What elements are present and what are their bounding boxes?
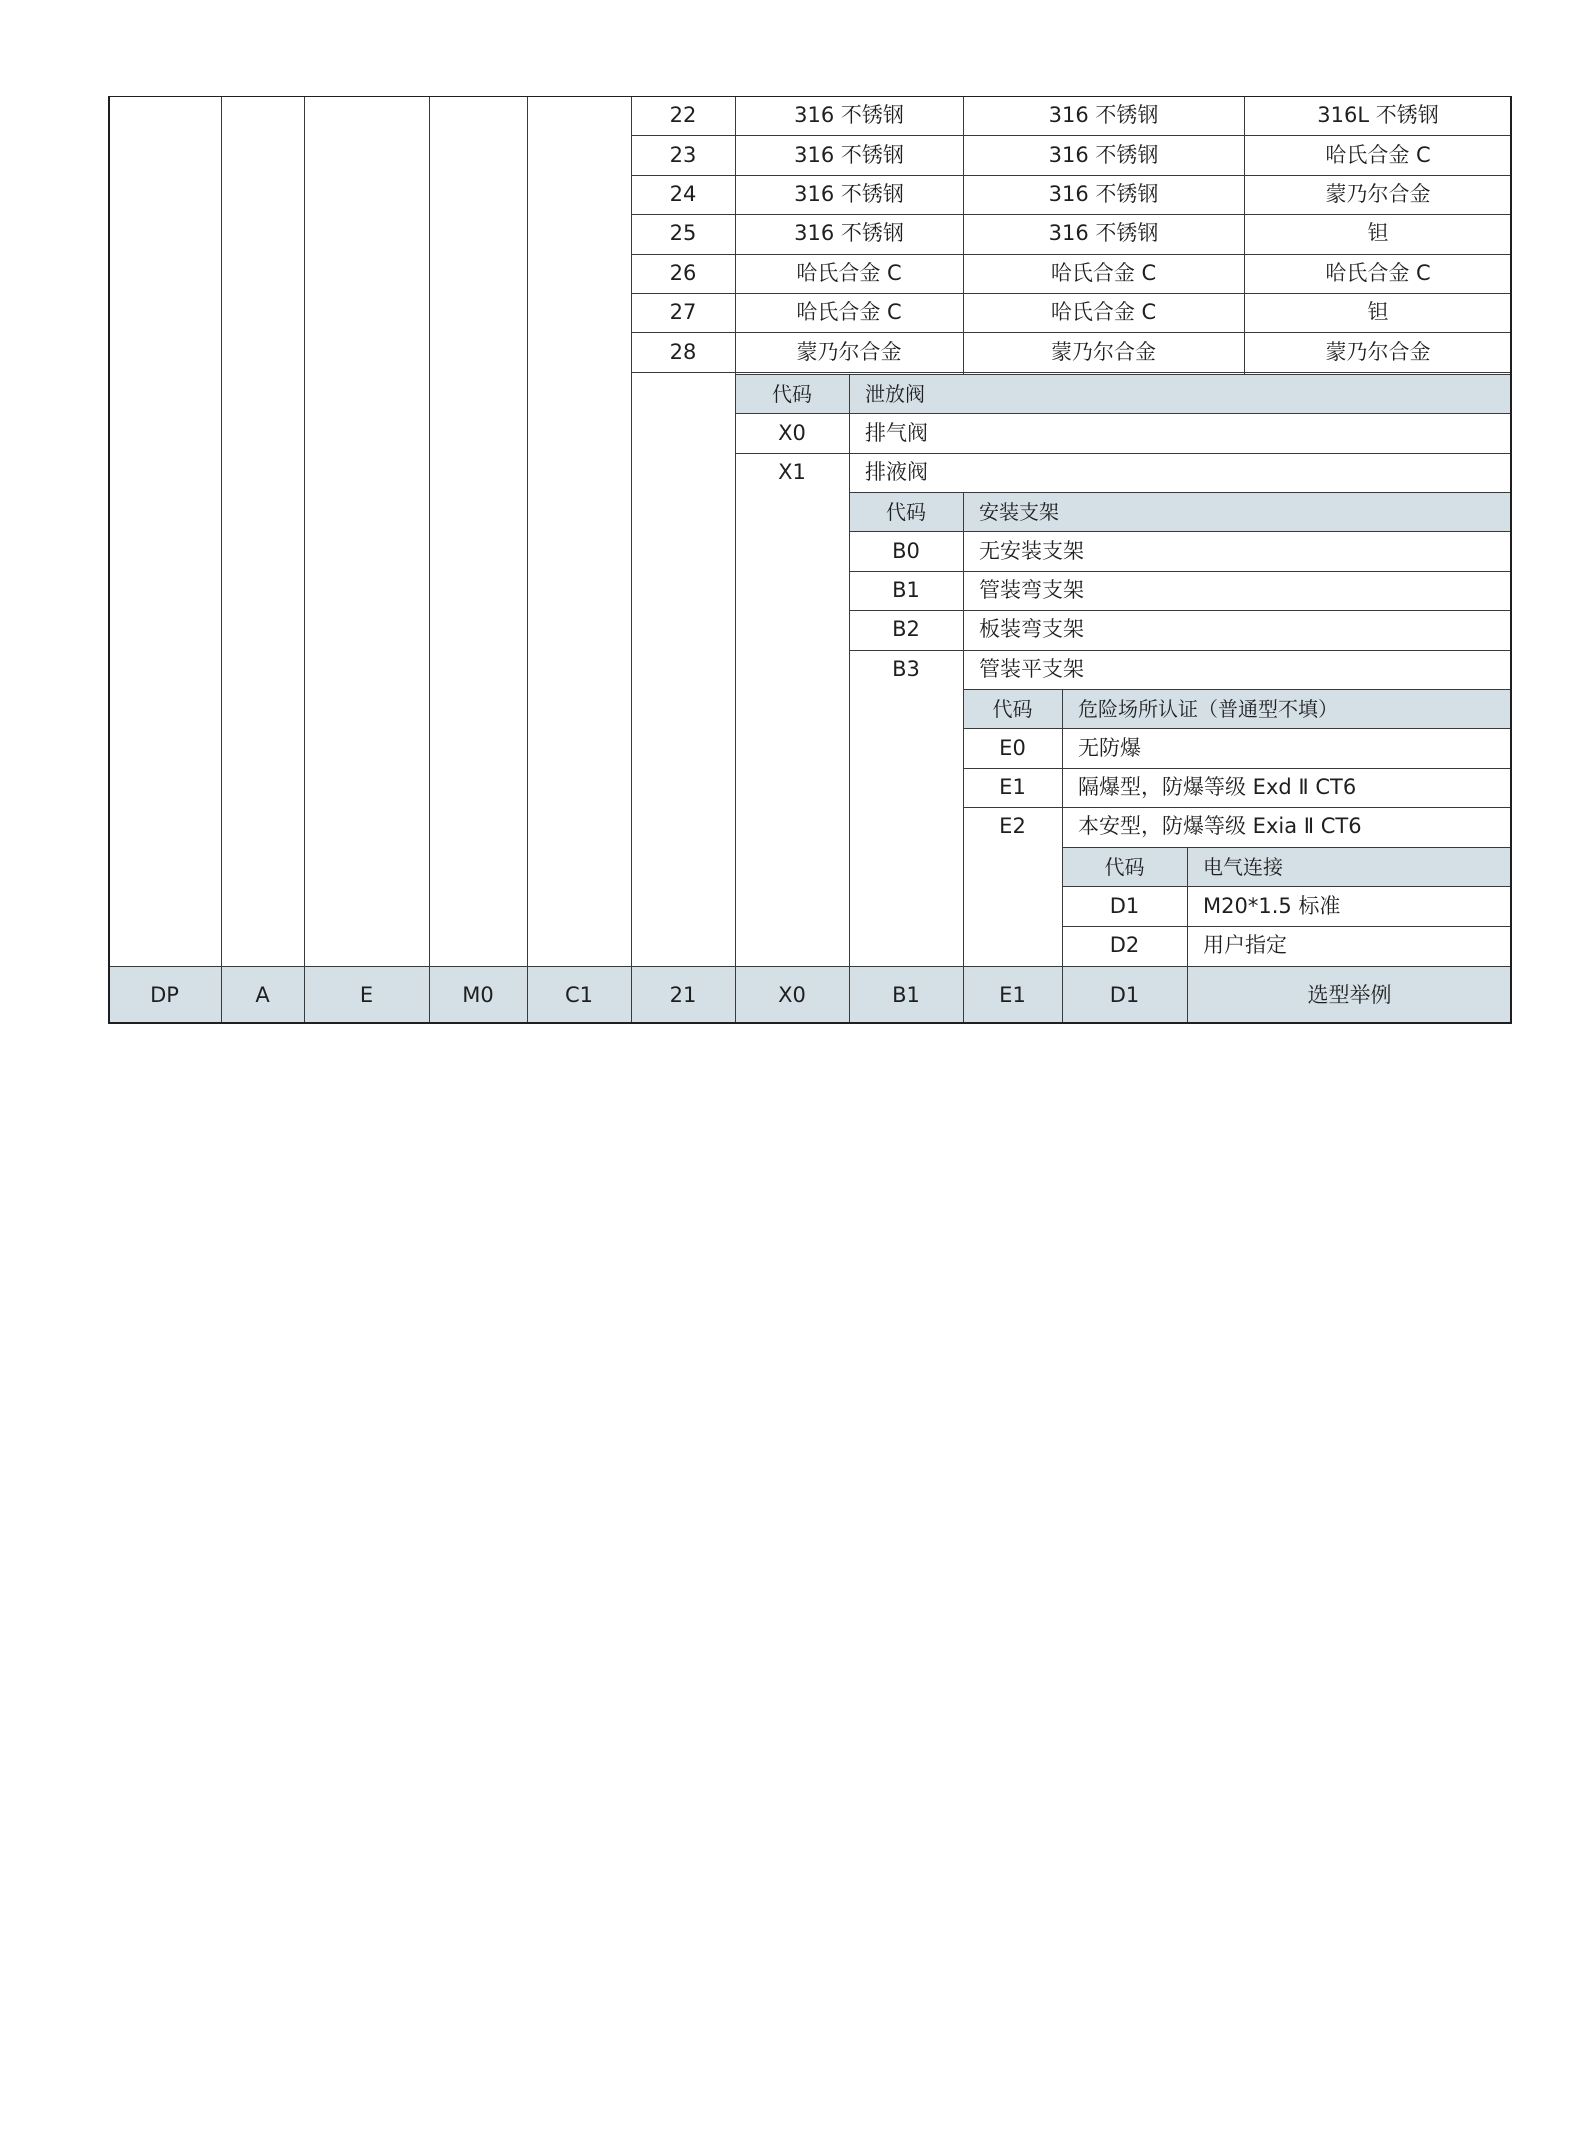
example-label: 选型举例 <box>1307 982 1392 1007</box>
material-cell: 哈氏合金 C <box>796 260 902 285</box>
section-title: 危险场所认证（普通型不填） <box>1078 696 1338 721</box>
option-code: D2 <box>1109 932 1140 957</box>
option-code: D1 <box>1109 893 1140 918</box>
material-cell: 蒙乃尔合金 <box>1051 339 1156 364</box>
material-cell: 316 不锈钢 <box>794 221 904 246</box>
table-frame <box>108 96 1512 1024</box>
material-code-cell: 25 <box>669 221 697 246</box>
example-code-6: X0 <box>778 982 806 1007</box>
material-cell: 316 不锈钢 <box>794 181 904 206</box>
material-code-cell: 23 <box>669 142 697 167</box>
material-cell: 蒙乃尔合金 <box>796 339 902 364</box>
option-description: 管装弯支架 <box>979 577 1084 602</box>
option-code: X0 <box>778 420 806 445</box>
section-code-header: 代码 <box>772 381 812 406</box>
material-cell: 钽 <box>1367 300 1389 325</box>
example-code-8: E1 <box>999 982 1026 1007</box>
option-code: X1 <box>778 459 806 484</box>
material-cell: 哈氏合金 C <box>1325 260 1431 285</box>
material-cell: 蒙乃尔合金 <box>1325 181 1431 206</box>
section-code-header: 代码 <box>886 499 926 524</box>
section-code-header: 代码 <box>992 696 1033 721</box>
section-title: 泄放阀 <box>865 381 925 406</box>
option-code: E1 <box>999 774 1026 799</box>
material-cell: 316 不锈钢 <box>1048 221 1159 246</box>
material-code-cell: 27 <box>669 300 697 325</box>
material-cell: 316 不锈钢 <box>1048 103 1159 128</box>
example-code-3: M0 <box>462 982 494 1007</box>
material-cell: 316 不锈钢 <box>1048 181 1159 206</box>
material-cell: 316L 不锈钢 <box>1317 103 1439 128</box>
example-code-7: B1 <box>892 982 920 1007</box>
example-code-4: C1 <box>564 982 594 1007</box>
material-code-cell: 26 <box>669 260 697 285</box>
option-code: B2 <box>892 617 920 642</box>
example-code-5: 21 <box>669 982 697 1007</box>
section-title: 电气连接 <box>1203 854 1283 879</box>
option-description: 本安型，防爆等级 Exia Ⅱ CT6 <box>1078 814 1362 839</box>
section-code-header: 代码 <box>1104 854 1145 879</box>
material-code-cell: 24 <box>669 181 697 206</box>
option-code: E0 <box>999 735 1026 760</box>
option-description: 无安装支架 <box>979 538 1084 563</box>
material-cell: 哈氏合金 C <box>1050 300 1157 325</box>
material-cell: 316 不锈钢 <box>1048 142 1159 167</box>
example-code-1: A <box>255 982 270 1007</box>
example-code-0: DP <box>150 982 179 1007</box>
section-title: 安装支架 <box>979 499 1059 524</box>
option-description: 隔爆型，防爆等级 Exd Ⅱ CT6 <box>1078 774 1357 799</box>
option-code: B0 <box>892 538 920 563</box>
option-description: 排气阀 <box>865 420 928 445</box>
material-cell: 316 不锈钢 <box>794 103 904 128</box>
option-description: 用户指定 <box>1203 932 1287 957</box>
material-cell: 哈氏合金 C <box>796 300 902 325</box>
example-code-2: E <box>359 982 374 1007</box>
material-code-cell: 28 <box>669 339 697 364</box>
option-description: 板装弯支架 <box>979 617 1084 642</box>
material-cell: 钽 <box>1367 221 1389 246</box>
material-cell: 316 不锈钢 <box>794 142 904 167</box>
example-code-9: D1 <box>1109 982 1140 1007</box>
option-description: 无防爆 <box>1078 735 1141 760</box>
option-code: E2 <box>999 814 1026 839</box>
option-code: B3 <box>892 656 920 681</box>
material-cell: 哈氏合金 C <box>1325 142 1431 167</box>
material-cell: 哈氏合金 C <box>1050 260 1157 285</box>
option-description: M20*1.5 标准 <box>1203 893 1341 918</box>
option-description: 排液阀 <box>865 459 928 484</box>
option-description: 管装平支架 <box>979 656 1084 681</box>
material-cell: 蒙乃尔合金 <box>1325 339 1431 364</box>
material-code-cell: 22 <box>669 103 697 128</box>
option-code: B1 <box>892 577 920 602</box>
